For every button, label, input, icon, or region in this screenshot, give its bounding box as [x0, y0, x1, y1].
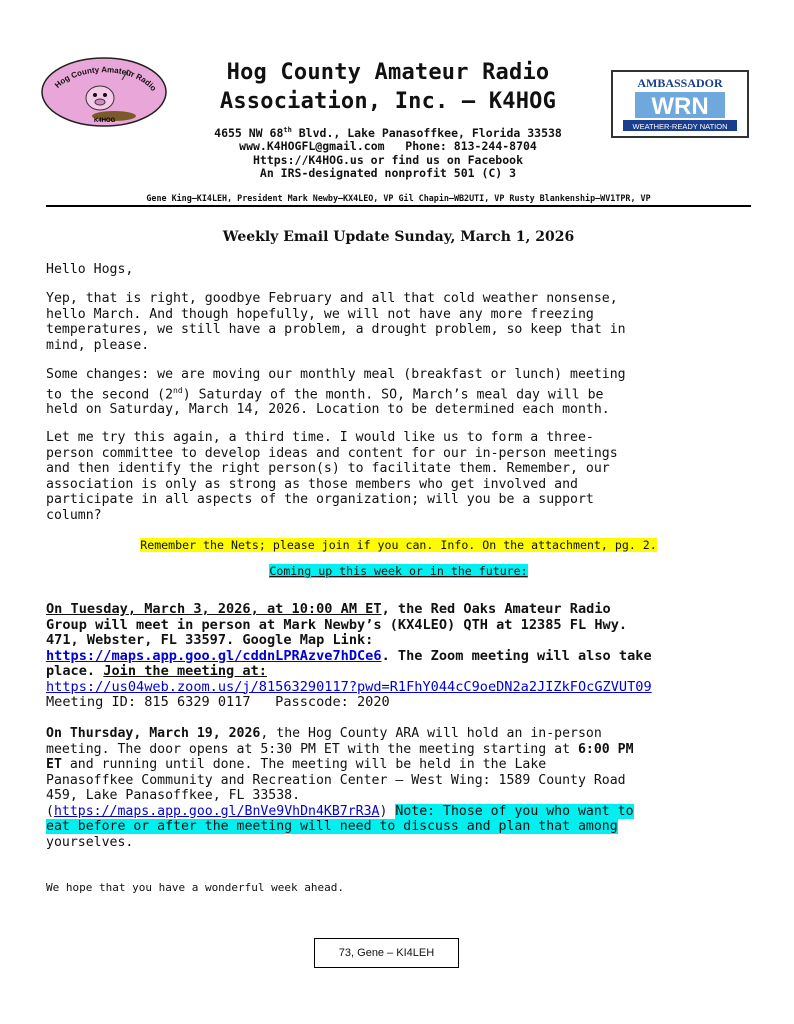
- svg-text:WRN: WRN: [651, 93, 709, 120]
- paragraph-2: Some changes: we are moving our monthly meal (breakfast or lunch) meeting to the second (2nd) Saturday of the month. SO, March’s meal day will be held on Saturday, March 14, 2026. Location to be determined each month.: [46, 367, 626, 418]
- nets-reminder: Remember the Nets; please join if you can. Info. On the attachment, pg. 2.: [140, 538, 657, 552]
- paragraph-1: Yep, that is right, goodbye February and all that cold weather nonsense, hello March. And though hopefully, we will not have any more freezing temperatures, we still have a problem, a drought problem, so keep that in mind, please.: [46, 291, 626, 353]
- signature: 73, Gene – KI4LEH: [338, 947, 435, 959]
- svg-text:AMBASSADOR: AMBASSADOR: [637, 76, 723, 90]
- wrn-ambassador-logo: [611, 70, 749, 138]
- event-2: On Thursday, March 19, 2026, the Hog County ARA will hold an in-person meeting. The door opens at 5:30 PM ET with the meeting starting at 6:00 PM ET and running until done. The meeting will be held in the Lake Panasoffkee Community and Recreation Center – West Wing: 1589 County Road 459, Lake Panasoffkee, FL 33538. (https://maps.app.goo.gl/BnVe9VhDn4KB7rR3A) Note: Those of you who want to eat before or after the meeting will need to discuss and plan that among yourselves.: [46, 726, 634, 850]
- hog-logo: [40, 50, 168, 130]
- header-divider: [46, 205, 751, 207]
- org-contact: www.K4HOGFL@gmail.com Phone: 813-244-8704: [239, 139, 537, 154]
- event-1-map-link[interactable]: https://maps.app.goo.gl/cddnLPRAzve7hDCe6: [46, 647, 382, 664]
- closing-line: We hope that you have a wonderful week ahead.: [46, 881, 345, 894]
- signature-box: [314, 938, 459, 968]
- org-web: Https://K4HOG.us or find us on Facebook: [252, 152, 524, 167]
- event-1-join-label: Join the meeting at:: [103, 663, 267, 679]
- org-title-line1: Hog County Amateur Radio: [226, 60, 550, 85]
- org-nonprofit: An IRS-designated nonprofit 501 (C) 3: [259, 166, 517, 181]
- event-2-note: Note: Those of you who want to: [395, 803, 634, 819]
- event-1-meeting-id: Meeting ID: 815 6329 0117 Passcode: 2020: [46, 694, 390, 710]
- org-title-line2: Association, Inc. – K4HOG: [219, 89, 557, 114]
- event-2-time: 6:00 PM ET: [46, 741, 634, 772]
- event-2-date: On Thursday, March 19, 2026: [46, 726, 261, 741]
- org-contact-block: [188, 124, 588, 181]
- event-1-zoom-link[interactable]: https://us04web.zoom.us/j/81563290117?pwd=R1FhY044cC9oeDN2a2JIZkFOcGZVUT09: [46, 678, 652, 695]
- email-heading: Weekly Email Update Sunday, March 1, 2026: [222, 229, 575, 245]
- svg-text:K4HOG: K4HOG: [94, 118, 116, 124]
- coming-up-heading: Coming up this week or in the future:: [269, 564, 528, 578]
- officers-line: Gene King–KI4LEH, President Mark Newby–KX4LEO, VP Gil Chapin–WB2UTI, VP Rusty Blankenship–WV1TPR, VP: [146, 193, 651, 203]
- greeting: Hello Hogs,: [46, 262, 134, 277]
- svg-text:Hog County Amateur Radio Assoc: Hog County Amateur Radio: [52, 65, 159, 93]
- org-address: 4655 NW 68th Blvd., Lake Panasoffkee, Florida 33538: [214, 125, 562, 140]
- svg-text:WEATHER-READY NATION: WEATHER-READY NATION: [632, 122, 728, 131]
- event-1-date: On Tuesday, March 3, 2026, at 10:00 AM ET: [46, 601, 382, 617]
- org-title: [188, 58, 588, 116]
- event-2-map-link[interactable]: https://maps.app.goo.gl/BnVe9VhDn4KB7rR3A: [53, 803, 380, 819]
- event-1: On Tuesday, March 3, 2026, at 10:00 AM ET, the Red Oaks Amateur Radio Group will meet in person at Mark Newby’s (KX4LEO) QTH at 12385 FL Hwy. 471, Webster, FL 33597. Google Map Link: https://maps.app.goo.gl/cddnLPRAzve7hDCe6. The Zoom meeting will also take place. Join the meeting at: https://us04web.zoom.us/j/81563290117?pwd=R1FhY044cC9oeDN2a2JIZkFOcGZVUT09 Meeting ID: 815 6329 0117 Passcode: 2020: [46, 601, 652, 710]
- paragraph-3: Let me try this again, a third time. I would like us to form a three- person committee to develop ideas and content for our in-person meetings and then identify the right person(s) to facilitate them. Remember, our association is only as strong as those members who get involved and participate in all aspects of the organization; will you be a support column?: [46, 430, 618, 523]
